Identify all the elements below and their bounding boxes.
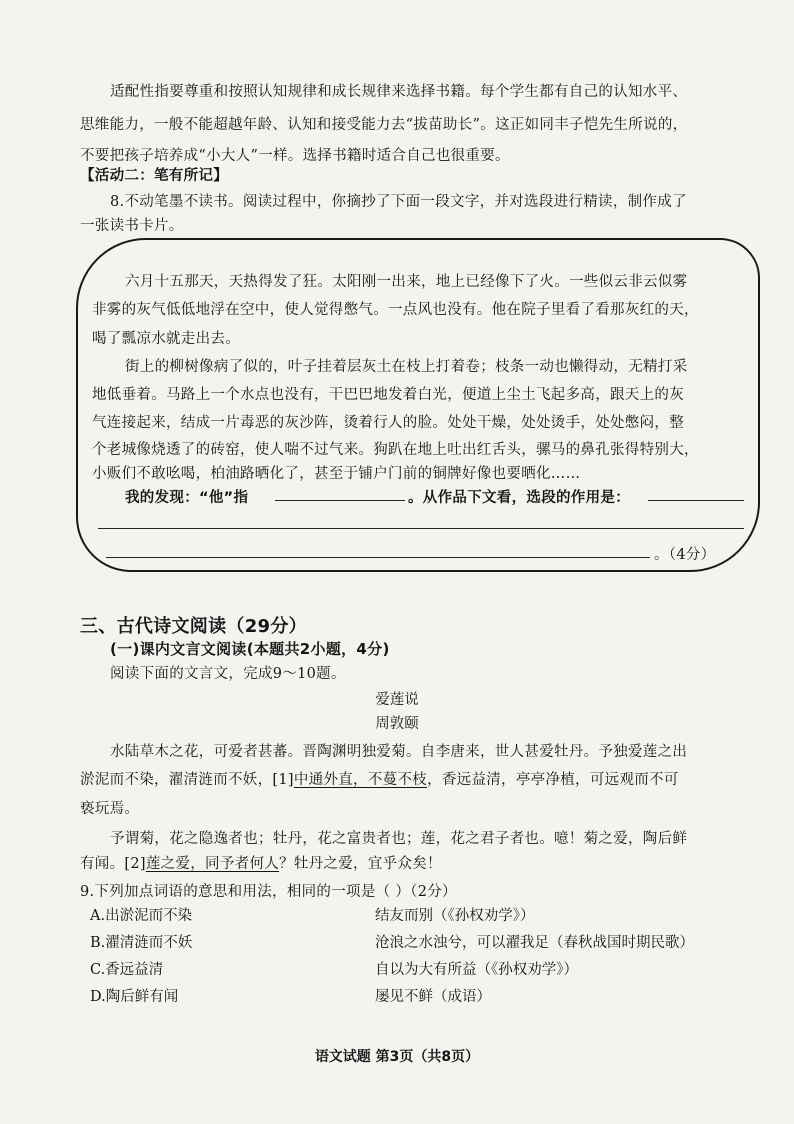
section3-instruction: 阅读下面的文言文，完成9～10题。 <box>110 666 346 682</box>
q9-option-a[interactable]: A.出淤泥而不染 <box>90 908 193 924</box>
wenyan-mark-2: [2] <box>124 856 146 872</box>
card-p2-line-3: 气连接起来，结成一片毒恶的灰沙阵，烫着行人的脸。处处干燥，处处烫手，处处憋闷，整 <box>92 415 684 431</box>
q9-option-a-ref: 结友而别（《孙权劝学》） <box>375 908 535 924</box>
q8-score: 。（4分） <box>654 547 716 563</box>
finding-mid: 。从作品下文看，选段的作用是： <box>408 490 630 506</box>
q9-stem: 9.下列加点词语的意思和用法，相同的一项是（ ）（2分） <box>80 884 457 900</box>
wenyan-p1-line-2 <box>80 768 679 789</box>
answer-blank-role-2[interactable] <box>98 528 744 529</box>
wenyan-p1-line-1: 水陆草木之花，可爱者甚蕃。晋陶渊明独爱菊。自李唐来，世人甚爱牡丹。予独爱莲之出 <box>110 744 688 760</box>
intro-line-1: 适配性指要尊重和按照认知规律和成长规律来选择书籍。每个学生都有自己的认知水平、 <box>110 84 688 100</box>
card-p2-line-2: 地低垂着。马路上一个水点也没有，干巴巴地发着白光，便道上尘土飞起多高，跟天上的灰 <box>92 387 684 403</box>
answer-blank-he[interactable] <box>275 500 405 501</box>
wenyan-p1-line-3: 亵玩焉。 <box>80 801 140 817</box>
q8-line-2: 一张读书卡片。 <box>80 218 184 234</box>
page-footer: 语文试题 第3页（共8页） <box>314 1049 480 1065</box>
card-p1-line-1: 六月十五那天，天热得发了狂。太阳刚一出来，地上已经像下了火。一些似云非云似雾 <box>125 274 688 290</box>
card-p2-line-4: 个老城像烧透了的砖窑，使人喘不过气来。狗趴在地上吐出红舌头，骡马的鼻孔张得特别大， <box>92 442 699 458</box>
card-p1-line-3: 喝了瓢凉水就走出去。 <box>92 331 240 347</box>
wenyan-underlined-1: 中通外直，不蔓不枝 <box>293 772 428 788</box>
wenyan-p2-seg-b: ？牡丹之爱，宜乎众矣！ <box>279 856 442 872</box>
poem-author: 周敦颐 <box>375 716 419 732</box>
q9-option-c[interactable]: C.香远益清 <box>90 962 164 978</box>
wenyan-p1-seg-a: 淤泥而不染，濯清涟而不妖， <box>80 772 273 788</box>
q8-line-1: 8.不动笔墨不读书。阅读过程中，你摘抄了下面一段文字，并对选段进行精读，制作成了 <box>110 194 687 210</box>
poem-title: 爱莲说 <box>375 692 419 708</box>
q9-option-d[interactable]: D.陶后鲜有闻 <box>90 989 179 1005</box>
intro-line-3: 不要把孩子培养成“小大人”一样。选择书籍时适合自己也很重要。 <box>80 148 510 164</box>
wenyan-mark-1: [1] <box>272 772 294 788</box>
wenyan-p2-line-1: 予谓菊，花之隐逸者也；牡丹，花之富贵者也；莲，花之君子者也。噫！菊之爱，陶后鲜 <box>110 831 688 847</box>
q9-option-c-ref: 自以为大有所益（《孙权劝学》） <box>375 962 578 978</box>
wenyan-p2-seg-a: 有闻。 <box>80 856 125 872</box>
finding-label: 我的发现：“他”指 <box>125 490 249 506</box>
wenyan-p2-line-2 <box>80 852 442 873</box>
intro-line-2: 思维能力，一般不能超越年龄、认知和接受能力去“拔苗助长”。这正如同丰子恺先生所说的， <box>80 117 688 133</box>
wenyan-p1-seg-b: ，香远益清，亭亭净植，可远观而不可 <box>427 772 679 788</box>
card-p1-line-2: 非雾的灰气低低地浮在空中，使人觉得憋气。一点风也没有。他在院子里看了看那灰红的天， <box>92 302 699 318</box>
wenyan-underlined-2: 莲之爱，同予者何人 <box>145 856 280 872</box>
activity2-title: 【活动二：笔有所记】 <box>80 168 228 184</box>
q9-option-b[interactable]: B.濯清涟而不妖 <box>90 935 193 951</box>
answer-blank-role-3[interactable] <box>106 557 650 558</box>
section3-title: 三、古代诗文阅读（29分） <box>80 616 307 637</box>
q9-option-d-ref: 屡见不鲜（成语） <box>375 989 491 1005</box>
card-p2-line-1: 街上的柳树像病了似的，叶子挂着层灰土在枝上打着卷；枝条一动也懒得动，无精打采 <box>125 359 688 375</box>
answer-blank-role-1[interactable] <box>648 500 744 501</box>
section3-subtitle: (一)课内文言文阅读(本题共2小题，4分) <box>110 640 390 658</box>
card-p2-line-5: 小贩们不敢吆喝，柏油路晒化了，甚至于铺户门前的铜牌好像也要晒化…… <box>92 466 581 482</box>
q9-option-b-ref: 沧浪之水浊兮，可以濯我足（春秋战国时期民歌） <box>375 935 694 951</box>
